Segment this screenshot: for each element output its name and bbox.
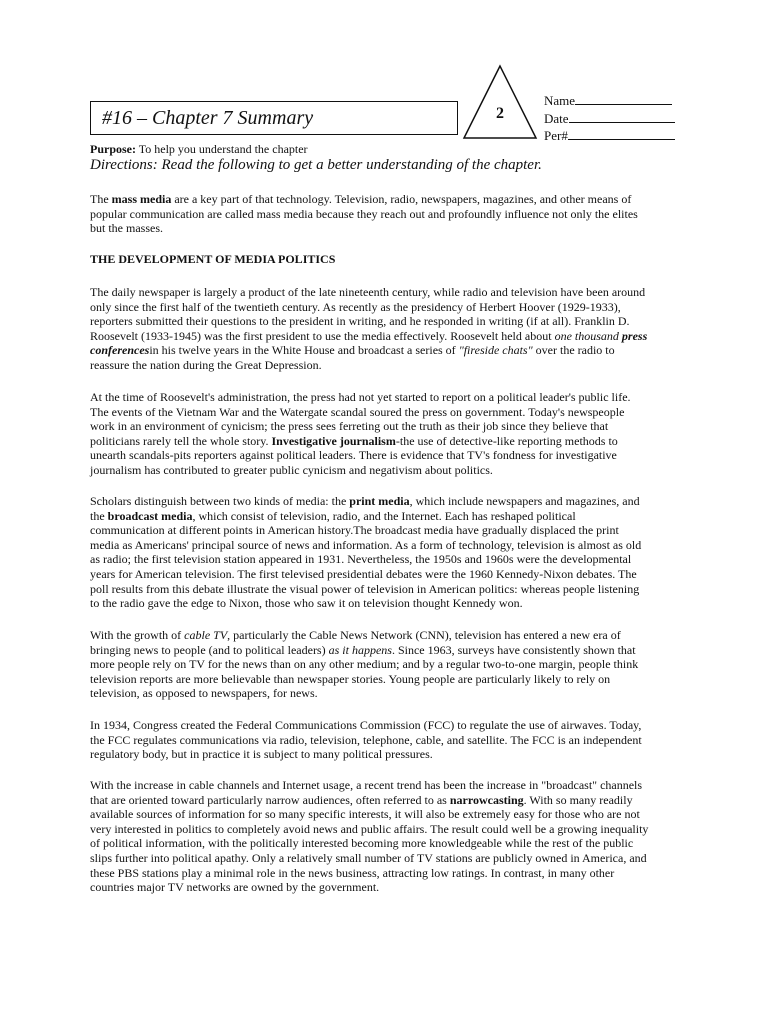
- text-run: years for American television. The first televised presidential debates were the 1960 Kennedy-Nixon debates. The: [90, 566, 637, 581]
- emphasis-run: mass media: [111, 192, 172, 206]
- purpose-line: [90, 142, 308, 156]
- text-line: [90, 880, 680, 895]
- text-line: [90, 390, 680, 405]
- triangle-number: 2: [496, 105, 504, 122]
- text-run: very interested in politics to completely avoid news and public affairs. The result could well be a growing inequality: [90, 821, 649, 836]
- text-line: [90, 582, 680, 597]
- period-label: Per#: [544, 128, 568, 143]
- text-line: [90, 419, 680, 434]
- text-line: [90, 851, 680, 866]
- document-title: #16 – Chapter 7 Summary: [90, 101, 458, 135]
- text-run: television reports are more believable than newspaper stories. Young people are particularly likely to rely on: [90, 671, 611, 686]
- text-run: media as Americans' principal source of news and information. As a form of technology, television is almost as old: [90, 537, 642, 552]
- text-run: the FCC regulates communications via radio, television, telephone, cable, and satellite. The FCC is an independent: [90, 732, 642, 747]
- date-blank: [569, 110, 675, 123]
- emphasis-run: broadcast media: [107, 508, 193, 523]
- emphasis-run: conferences: [90, 343, 150, 358]
- text-line: [90, 822, 680, 837]
- text-line: [90, 596, 680, 611]
- text-run: journalism has contributed to greater public cynicism and negativism about politics.: [90, 462, 493, 477]
- text-run: . With so many readily: [523, 792, 633, 807]
- text-line: [90, 747, 680, 762]
- name-field: [544, 92, 672, 109]
- paragraph-narrowcasting: [90, 778, 680, 895]
- text-line: [90, 836, 680, 851]
- text-line: [90, 285, 680, 300]
- date-field: [544, 110, 675, 127]
- text-line: [90, 192, 680, 207]
- text-run: With the growth of: [90, 628, 185, 642]
- text-run: -the use of detective-like reporting methods to: [395, 433, 618, 448]
- text-line: [90, 657, 680, 672]
- text-run: Roosevelt (1933-1945) was the first president to use the media effectively. Roosevelt held about: [90, 328, 555, 343]
- text-run: With the increase in cable channels and Internet usage, a recent trend has been the increase in "broadcast" channels: [90, 778, 643, 792]
- text-line: [90, 358, 680, 373]
- text-line: [90, 552, 680, 567]
- name-label: Name: [544, 93, 576, 108]
- emphasis-run: cable TV: [184, 628, 228, 642]
- text-run: the: [90, 508, 108, 523]
- emphasis-run: as it happens: [328, 642, 392, 657]
- text-line: [90, 538, 680, 553]
- text-run: At the time of Roosevelt's administration, the press had not yet started to report on a political leader's public life.: [90, 390, 631, 404]
- text-line: [90, 567, 680, 582]
- text-run: that are oriented toward particularly narrow audiences, often referred to as: [90, 792, 450, 807]
- text-run: , particularly the Cable News Network (CNN), television has entered a new era of: [227, 628, 621, 642]
- text-run: bringing news to people (and to political leaders): [90, 642, 329, 657]
- text-run: politicians rarely tell the whole story.: [90, 433, 272, 448]
- text-line: [90, 221, 680, 236]
- text-run: but the masses.: [90, 221, 163, 236]
- text-line: [90, 405, 680, 420]
- period-field: [544, 127, 675, 144]
- text-run: slips further into political apathy. Only a relatively small number of TV stations are publicly owned in America, and: [90, 850, 647, 865]
- directions-line: Directions: Read the following to get a better understanding of the chapter.: [90, 157, 542, 173]
- triangle-shape: [462, 64, 538, 140]
- text-run: only since the first half of the twentieth century. As recently as the presidency of Herbert Hoover (1929-1933),: [90, 299, 621, 314]
- text-line: [90, 314, 680, 329]
- text-run: The daily newspaper is largely a product of the late nineteenth century, while radio and television have been around: [90, 285, 646, 299]
- text-line: [90, 672, 680, 687]
- purpose-text: To help you understand the chapter: [136, 142, 308, 156]
- text-run: more people rely on TV for the news than on any other medium; and by a regular two-to-one margin, people think: [90, 657, 639, 672]
- text-run: these PBS stations play a minimal role in the news business, attracting low ratings. In contrast, in many other: [90, 865, 615, 880]
- section-heading: THE DEVELOPMENT OF MEDIA POLITICS: [90, 252, 336, 266]
- text-run: in his twelve years in the White House and broadcast a series of: [149, 343, 459, 358]
- text-run: over the radio to: [532, 343, 615, 358]
- emphasis-run: one thousand: [554, 328, 622, 343]
- paragraph-fcc: [90, 718, 680, 762]
- text-line: [90, 329, 680, 344]
- text-run: regulatory body, but in practice it is subject to many political pressures.: [90, 747, 433, 762]
- text-line: [90, 523, 680, 538]
- text-line: [90, 463, 680, 478]
- text-run: television, as opposed to newspapers, for news.: [90, 686, 318, 701]
- text-line: [90, 434, 680, 449]
- text-line: [90, 733, 680, 748]
- text-run: as radio; the first television station appeared in 1931. Nevertheless, the 1950s and 1960s were the developmental: [90, 552, 632, 567]
- text-run: communication at different points in American history.The broadcast media have gradually displaced the print: [90, 523, 619, 538]
- text-run: The events of the Vietnam War and the Watergate scandal soured the press on government. Today's newspeople: [90, 404, 625, 419]
- text-line: [90, 643, 680, 658]
- period-blank: [568, 127, 675, 140]
- paragraph-newspaper-history: [90, 285, 680, 373]
- emphasis-run: print media: [349, 494, 410, 508]
- text-line: [90, 778, 680, 793]
- text-run: to the radio gave the edge to Nixon, those who saw it on television thought Kennedy won.: [90, 596, 523, 611]
- paragraph-cable-tv: [90, 628, 680, 701]
- emphasis-run: press: [621, 328, 648, 343]
- date-label: Date: [544, 111, 569, 126]
- emphasis-run: narrowcasting: [449, 792, 524, 807]
- paragraph-mass-media: [90, 192, 680, 236]
- text-run: of political information, with the politically interested becoming more knowledgeable while the rest of the public: [90, 836, 634, 851]
- text-run: reporters submitted their questions to the president in writing, and he responded in writing (if at all). Franklin D.: [90, 314, 630, 329]
- text-line: [90, 300, 680, 315]
- text-run: countries major TV networks are owned by the government.: [90, 880, 380, 895]
- name-blank: [575, 92, 672, 105]
- text-run: reassure the nation during the Great Depression.: [90, 357, 322, 372]
- text-line: [90, 628, 680, 643]
- text-run: available sources of information for so many specific interests, it will also be extremely easy for those who are not: [90, 807, 640, 822]
- text-run: , which consist of television, radio, and the Internet. Each has reshaped political: [192, 508, 576, 523]
- text-line: [90, 207, 680, 222]
- text-line: [90, 494, 680, 509]
- text-line: [90, 807, 680, 822]
- text-line: [90, 343, 680, 358]
- purpose-label: Purpose:: [90, 142, 136, 156]
- paragraph-print-broadcast: [90, 494, 680, 611]
- emphasis-run: Investigative journalism: [271, 433, 396, 448]
- text-run: The: [90, 192, 112, 206]
- text-run: unearth scandals-pits reporters against political leaders. There is evidence that TV's fondness for investigative: [90, 448, 617, 463]
- text-run: poll results from this debate illustrate the visual power of television in American politics: whereas people listening: [90, 581, 640, 596]
- text-line: [90, 686, 680, 701]
- paragraph-roosevelt-press: [90, 390, 680, 478]
- emphasis-run: "fireside chats": [458, 343, 533, 358]
- text-line: [90, 866, 680, 881]
- text-run: are a key part of that technology. Television, radio, newspapers, magazines, and other means of: [171, 192, 632, 206]
- text-line: [90, 509, 680, 524]
- text-run: Scholars distinguish between two kinds of media: the: [90, 494, 350, 508]
- text-run: , which include newspapers and magazines, and: [409, 494, 640, 508]
- text-line: [90, 718, 680, 733]
- text-run: popular communication are called mass media because they reach out and profoundly influence not only the elites: [90, 206, 638, 221]
- text-line: [90, 448, 680, 463]
- text-run: work in an environment of cynicism; the press sees ferreting out the truth as their job since they believe that: [90, 419, 609, 434]
- text-run: In 1934, Congress created the Federal Communications Commission (FCC) to regulate the use of airwaves. Today,: [90, 718, 642, 732]
- text-run: . Since 1963, surveys have consistently shown that: [391, 642, 636, 657]
- text-line: [90, 793, 680, 808]
